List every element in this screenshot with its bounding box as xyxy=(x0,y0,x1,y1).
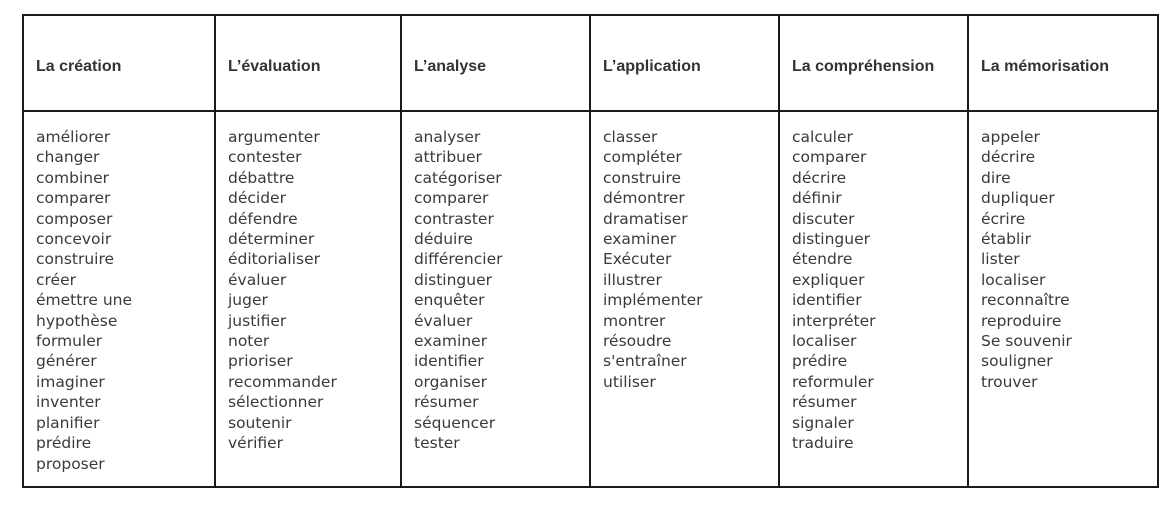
verb-item: signaler xyxy=(792,413,854,432)
verb-item: expliquer xyxy=(792,270,865,289)
verb-item: construire xyxy=(36,250,115,269)
verb-item: Exécuter xyxy=(603,250,672,269)
verb-item: dupliquer xyxy=(981,189,1055,208)
verb-item: améliorer xyxy=(36,128,111,146)
verb-item: dramatiser xyxy=(603,209,688,228)
verb-item: compléter xyxy=(603,148,682,167)
verb-list-evaluation xyxy=(215,111,401,487)
verb-item: examiner xyxy=(603,230,677,249)
verb-item: implémenter xyxy=(603,291,703,310)
verb-item: montrer xyxy=(603,311,666,330)
verb-item: concevoir xyxy=(36,230,112,249)
verb-item: illustrer xyxy=(603,270,662,289)
verb-item: soutenir xyxy=(228,413,292,432)
verb-item: hypothèse xyxy=(36,311,118,330)
verb-item: combiner xyxy=(36,168,109,187)
verb-item: planifier xyxy=(36,413,100,432)
verb-item: défendre xyxy=(228,209,298,228)
verb-item: appeler xyxy=(981,128,1040,146)
verb-item: prédire xyxy=(792,352,848,371)
verb-item: organiser xyxy=(414,372,488,391)
verb-item: comparer xyxy=(36,189,111,208)
verb-item: établir xyxy=(981,230,1031,249)
verb-item: créer xyxy=(36,270,76,289)
verb-item: juger xyxy=(228,291,268,310)
verb-list-memorisation xyxy=(968,111,1158,487)
verb-item: résumer xyxy=(414,393,479,412)
verb-item: étendre xyxy=(792,250,853,269)
header-analyse: L’analyse xyxy=(401,15,590,111)
verb-item: contraster xyxy=(414,209,494,228)
verb-item: générer xyxy=(36,352,97,371)
verb-item: identifier xyxy=(792,291,862,310)
verb-list-application xyxy=(590,111,779,487)
verb-item: différencier xyxy=(414,250,503,269)
verb-item: éditorialiser xyxy=(228,250,321,269)
header-memorisation: La mémorisation xyxy=(968,15,1158,111)
verb-item: résumer xyxy=(792,393,857,412)
header-row xyxy=(23,15,1158,111)
verb-item: séquencer xyxy=(414,413,496,432)
verb-item: proposer xyxy=(36,454,105,473)
verb-list-comprehension xyxy=(779,111,968,487)
verb-item: enquêter xyxy=(414,291,485,310)
verb-item: calculer xyxy=(792,128,853,146)
verb-item: décrire xyxy=(792,168,847,187)
verbs-row xyxy=(23,111,1158,487)
verb-item: contester xyxy=(228,148,302,167)
verb-item: justifier xyxy=(228,311,287,330)
verb-item: changer xyxy=(36,148,100,167)
verb-item: imaginer xyxy=(36,372,105,391)
verb-item: interpréter xyxy=(792,311,876,330)
verb-item: traduire xyxy=(792,434,854,453)
verb-item: vérifier xyxy=(228,434,284,453)
verb-item: débattre xyxy=(228,168,295,187)
verb-item: déduire xyxy=(414,230,473,249)
header-comprehension: La compréhension xyxy=(779,15,968,111)
verb-item: utiliser xyxy=(603,372,656,391)
verbs-table xyxy=(22,14,1159,488)
verb-item: écrire xyxy=(981,209,1026,228)
verb-item: sélectionner xyxy=(228,393,324,412)
verb-item: attribuer xyxy=(414,148,482,167)
verb-item: émettre une xyxy=(36,291,133,310)
verb-item: inventer xyxy=(36,393,101,412)
verb-item: décider xyxy=(228,189,286,208)
verb-item: souligner xyxy=(981,352,1053,371)
verb-item: discuter xyxy=(792,209,855,228)
verb-item: reproduire xyxy=(981,311,1062,330)
verb-item: catégoriser xyxy=(414,168,502,187)
verb-item: argumenter xyxy=(228,128,320,146)
verb-item: comparer xyxy=(414,189,489,208)
verb-item: déterminer xyxy=(228,230,315,249)
verb-item: lister xyxy=(981,250,1020,269)
verb-item: prioriser xyxy=(228,352,293,371)
verb-item: reformuler xyxy=(792,372,874,391)
header-evaluation: L’évaluation xyxy=(215,15,401,111)
verb-item: trouver xyxy=(981,372,1038,391)
verb-item: localiser xyxy=(981,270,1046,289)
verb-item: dire xyxy=(981,168,1011,187)
verb-item: construire xyxy=(603,168,682,187)
verb-item: localiser xyxy=(792,332,857,351)
verb-item: distinguer xyxy=(414,270,492,289)
verb-item: évaluer xyxy=(228,270,287,289)
verb-item: recommander xyxy=(228,372,337,391)
verb-item: évaluer xyxy=(414,311,473,330)
verb-item: examiner xyxy=(414,332,488,351)
verb-item: identifier xyxy=(414,352,484,371)
verb-item: composer xyxy=(36,209,113,228)
verb-item: décrire xyxy=(981,148,1036,167)
verb-item: reconnaître xyxy=(981,291,1070,310)
verb-item: résoudre xyxy=(603,332,672,351)
header-application: L’application xyxy=(590,15,779,111)
verb-item: Se souvenir xyxy=(981,332,1072,351)
verb-item: comparer xyxy=(792,148,867,167)
verb-item: s'entraîner xyxy=(603,352,687,371)
verb-item: distinguer xyxy=(792,230,870,249)
verb-item: tester xyxy=(414,434,460,453)
verb-item: démontrer xyxy=(603,189,685,208)
verb-item: définir xyxy=(792,189,842,208)
verb-item: noter xyxy=(228,332,270,351)
verb-list-analyse xyxy=(401,111,590,487)
header-creation: La création xyxy=(23,15,215,111)
verb-list-creation xyxy=(23,111,215,487)
verb-item: classer xyxy=(603,128,658,146)
verb-item: prédire xyxy=(36,434,92,453)
verb-item: analyser xyxy=(414,128,481,146)
verb-item: formuler xyxy=(36,332,103,351)
